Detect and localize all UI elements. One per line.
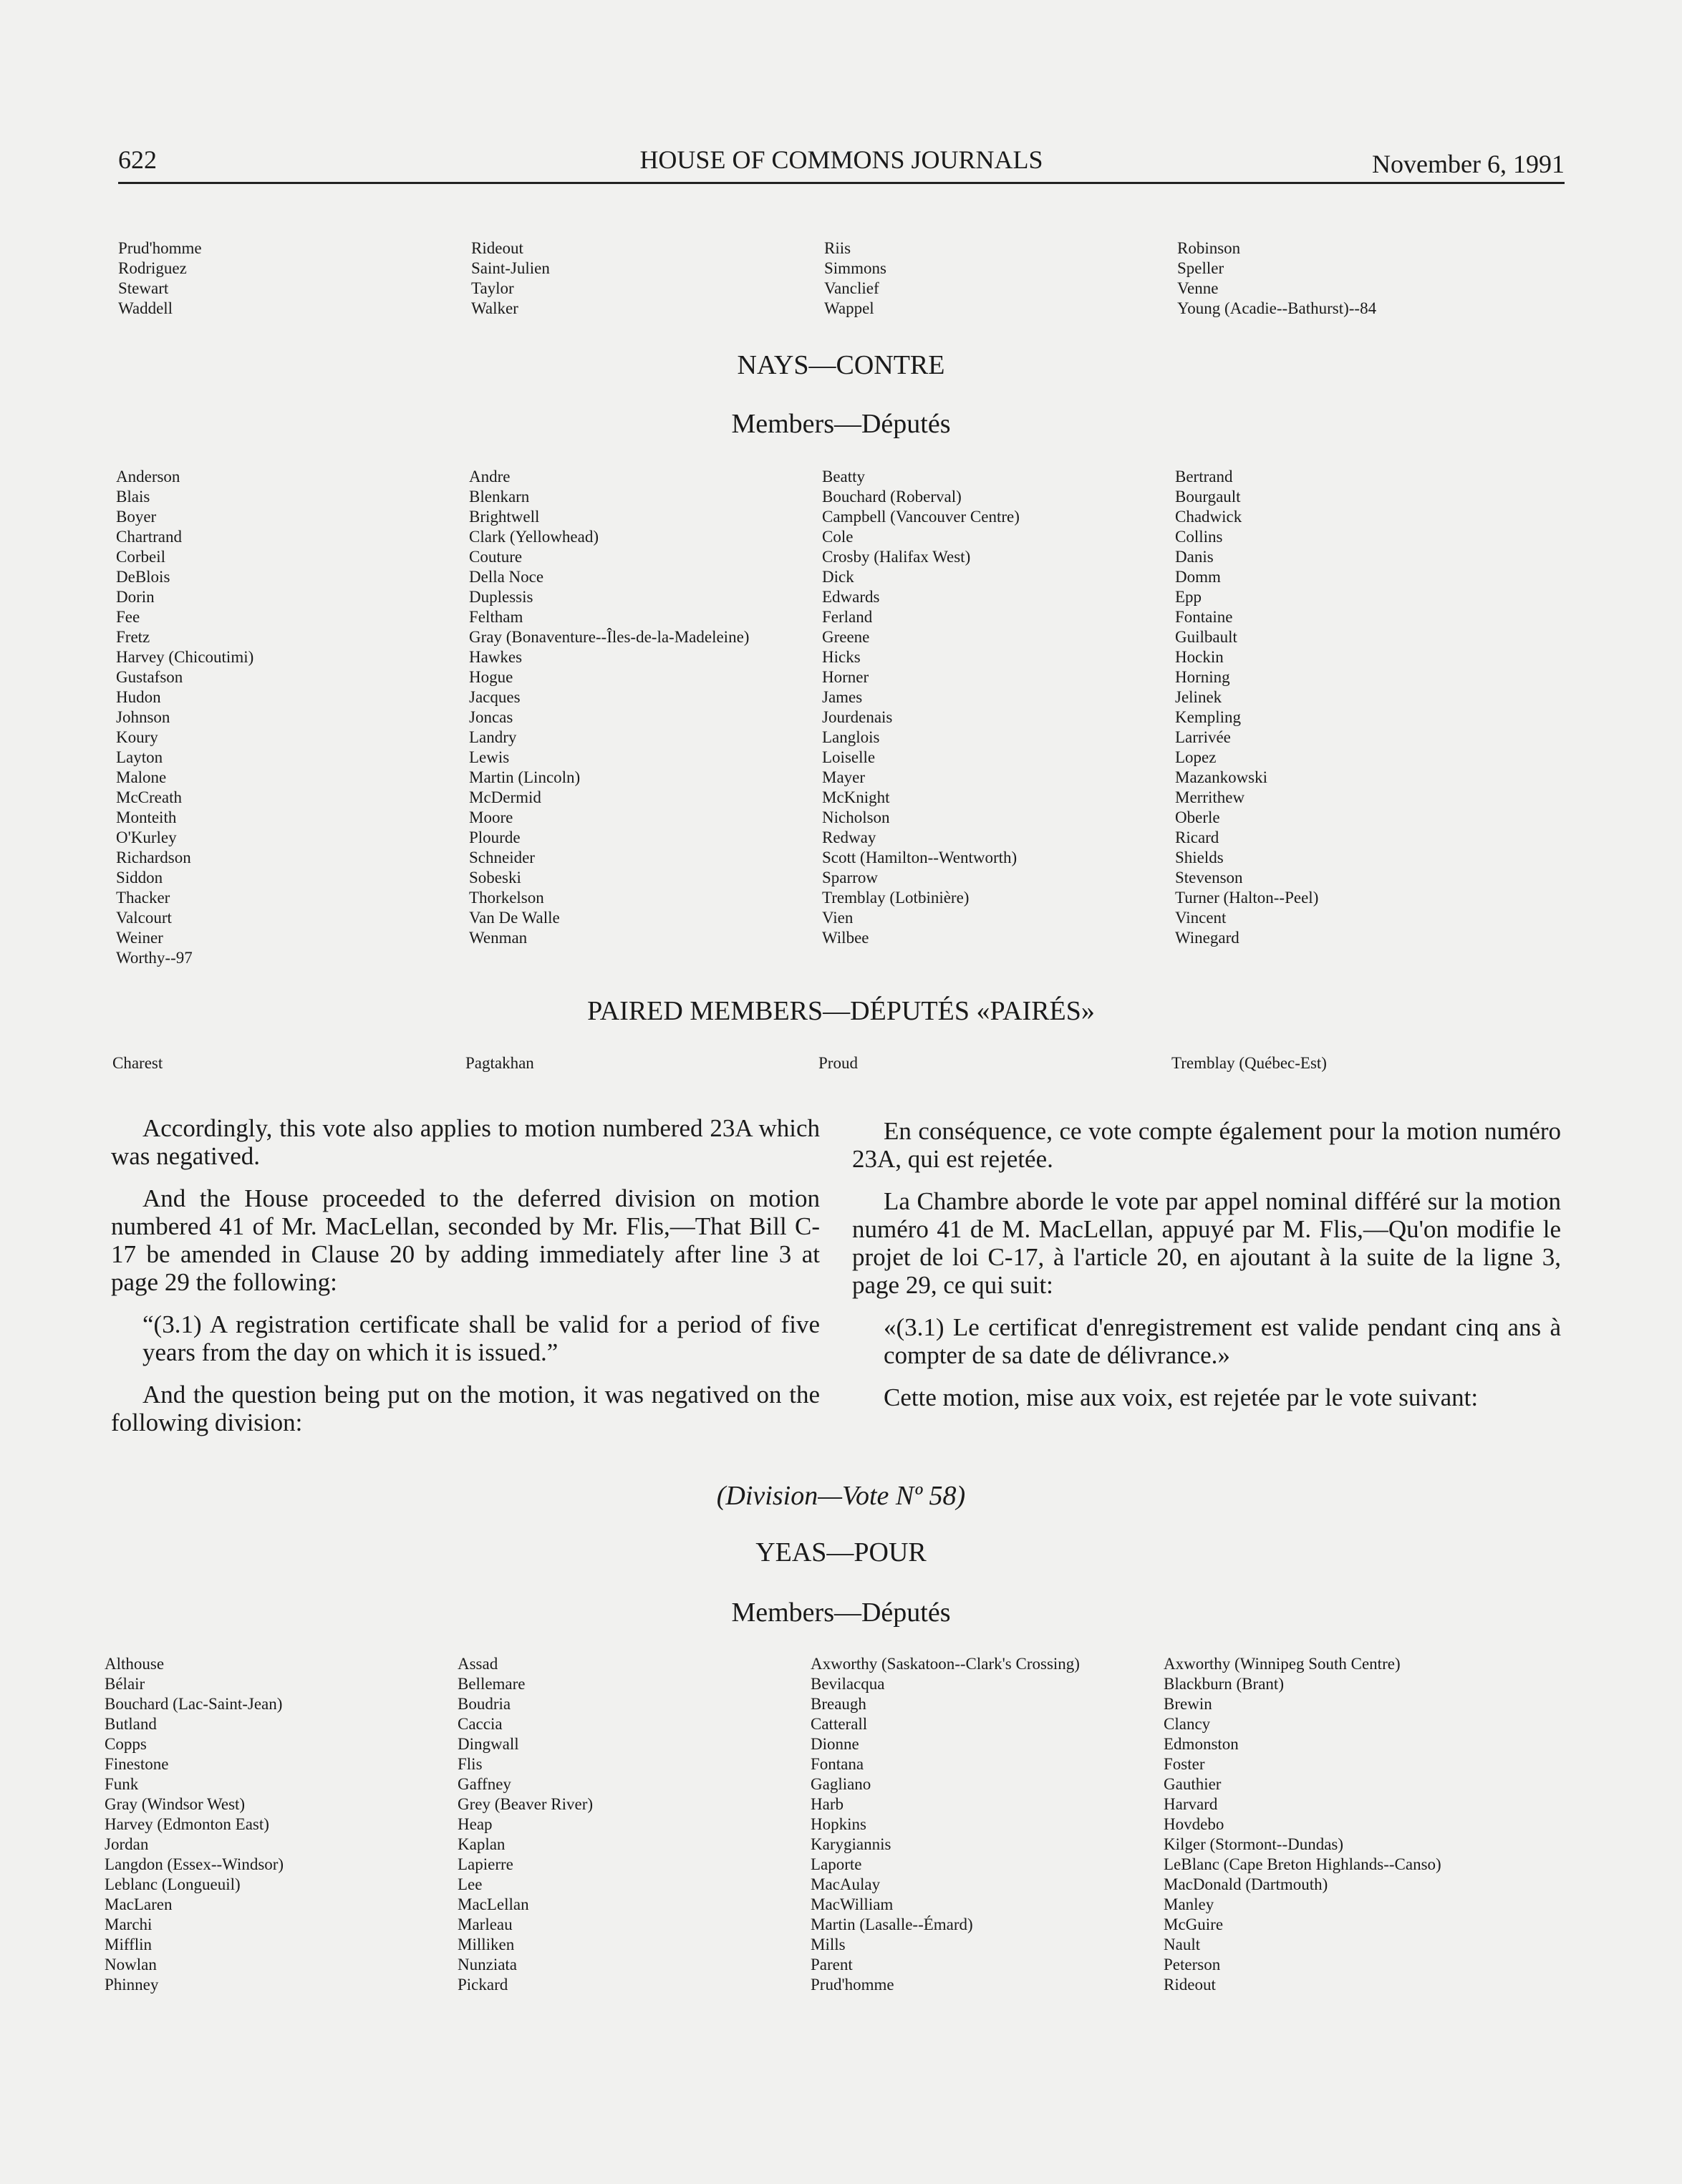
member-name: Hogue xyxy=(469,668,513,686)
member-name: Manley xyxy=(1164,1895,1214,1913)
member-name: Young (Acadie--Bathurst)--84 xyxy=(1177,299,1377,317)
member-name: Greene xyxy=(822,628,870,646)
member-name: Blais xyxy=(116,488,150,506)
member-name: Bouchard (Roberval) xyxy=(822,488,962,506)
member-name-column xyxy=(105,1654,458,1995)
member-name: Thacker xyxy=(116,889,170,907)
nays-subheading: Members—Députés xyxy=(731,409,951,439)
member-name: Jacques xyxy=(469,688,521,706)
french-text-column xyxy=(852,1117,1561,1426)
member-name: Plourde xyxy=(469,828,521,846)
member-name: Walker xyxy=(471,299,518,317)
member-name: Thorkelson xyxy=(469,889,544,907)
member-name: Boudria xyxy=(458,1695,511,1713)
member-name: Boyer xyxy=(116,508,157,526)
member-name: MacLellan xyxy=(458,1895,529,1913)
member-name: Sparrow xyxy=(822,869,878,886)
member-name: Fretz xyxy=(116,628,150,646)
member-name: Fee xyxy=(116,608,140,626)
nays-heading: NAYS—CONTRE xyxy=(737,350,945,380)
member-name: Winegard xyxy=(1175,929,1239,947)
nays-members-list xyxy=(116,467,1528,968)
member-name: Langdon (Essex--Windsor) xyxy=(105,1855,284,1873)
member-name: Phinney xyxy=(105,1976,159,1994)
member-name: O'Kurley xyxy=(116,828,177,846)
continued-yeas-list xyxy=(118,238,1530,319)
member-name: Breaugh xyxy=(811,1695,866,1713)
member-name: Jordan xyxy=(105,1835,149,1853)
member-name: Hockin xyxy=(1175,648,1224,666)
member-name: Moore xyxy=(469,808,513,826)
member-name: Landry xyxy=(469,728,517,746)
member-name: Gagliano xyxy=(811,1775,871,1793)
member-name: Schneider xyxy=(469,849,535,866)
member-name: Gray (Windsor West) xyxy=(105,1795,246,1813)
member-name: Corbeil xyxy=(116,548,165,566)
member-name: Collins xyxy=(1175,528,1223,546)
member-name: Bourgault xyxy=(1175,488,1241,506)
member-name: Kempling xyxy=(1175,708,1241,726)
member-name: Turner (Halton--Peel) xyxy=(1175,889,1319,907)
member-name: Loiselle xyxy=(822,748,876,766)
member-name: Brightwell xyxy=(469,508,540,526)
member-name: Lapierre xyxy=(458,1855,513,1873)
member-name: Nault xyxy=(1164,1936,1201,1953)
member-name: Horning xyxy=(1175,668,1230,686)
member-name: Shields xyxy=(1175,849,1224,866)
member-name: Simmons xyxy=(824,259,886,277)
member-name: McKnight xyxy=(822,788,890,806)
member-name: Mills xyxy=(811,1936,846,1953)
member-name: Langlois xyxy=(822,728,880,746)
member-name: Malone xyxy=(116,768,167,786)
member-name: Hovdebo xyxy=(1164,1815,1224,1833)
member-name: Grey (Beaver River) xyxy=(458,1795,594,1813)
member-name: Butland xyxy=(105,1715,157,1733)
member-name: Wappel xyxy=(824,299,874,317)
member-name: Bouchard (Lac-Saint-Jean) xyxy=(105,1695,283,1713)
member-name: Larrivée xyxy=(1175,728,1231,746)
member-name: Hudon xyxy=(116,688,161,706)
member-name: Mayer xyxy=(822,768,866,786)
english-text-column xyxy=(111,1114,820,1451)
member-name: Clark (Yellowhead) xyxy=(469,528,599,546)
member-name: Tremblay (Lotbinière) xyxy=(822,889,970,907)
member-name: Della Noce xyxy=(469,568,544,586)
page-number: 622 xyxy=(118,145,157,174)
member-name: Nowlan xyxy=(105,1956,157,1973)
member-name: Hawkes xyxy=(469,648,523,666)
member-name: Bélair xyxy=(105,1675,145,1693)
member-name: Gauthier xyxy=(1164,1775,1222,1793)
member-name: Anderson xyxy=(116,468,180,485)
member-name: Sobeski xyxy=(469,869,521,886)
member-name: MacDonald (Dartmouth) xyxy=(1164,1875,1328,1893)
division-label: (Division—Vote Nº 58) xyxy=(716,1481,966,1511)
member-name: Feltham xyxy=(469,608,523,626)
member-name: Flis xyxy=(458,1755,483,1773)
member-name-column xyxy=(1164,1654,1517,1995)
yeas-members-list xyxy=(105,1654,1517,1995)
member-name: Johnson xyxy=(116,708,170,726)
member-name-column xyxy=(822,467,1175,968)
paired-member: Charest xyxy=(112,1054,163,1072)
member-name: Karygiannis xyxy=(811,1835,891,1853)
member-name: Campbell (Vancouver Centre) xyxy=(822,508,1020,526)
member-name: MacLaren xyxy=(105,1895,173,1913)
member-name: Ferland xyxy=(822,608,873,626)
member-name: Couture xyxy=(469,548,523,566)
member-name-column xyxy=(469,467,822,968)
member-name: Mazankowski xyxy=(1175,768,1268,786)
member-name-column xyxy=(458,1654,811,1995)
member-name: McDermid xyxy=(469,788,541,806)
member-name: Harvey (Edmonton East) xyxy=(105,1815,269,1833)
paired-member: Pagtakhan xyxy=(465,1054,534,1072)
member-name: McGuire xyxy=(1164,1915,1224,1933)
en-paragraph-accordingly: Accordingly, this vote also applies to motion numbered 23A which was negatived. xyxy=(111,1114,820,1170)
member-name: Dingwall xyxy=(458,1735,519,1753)
journal-title: HOUSE OF COMMONS JOURNALS xyxy=(639,145,1043,174)
member-name-column xyxy=(824,238,1177,319)
paired-heading: PAIRED MEMBERS—DÉPUTÉS «PAIRÉS» xyxy=(587,996,1095,1026)
member-name: Harvey (Chicoutimi) xyxy=(116,648,254,666)
member-name: Rodriguez xyxy=(118,259,187,277)
member-name-column xyxy=(1175,467,1528,968)
member-name: Robinson xyxy=(1177,239,1241,257)
member-name: Dick xyxy=(822,568,854,586)
member-name: Richardson xyxy=(116,849,191,866)
member-name: Finestone xyxy=(105,1755,169,1773)
member-name: Hopkins xyxy=(811,1815,866,1833)
member-name: Gaffney xyxy=(458,1775,511,1793)
member-name: Marleau xyxy=(458,1915,513,1933)
member-name: Joncas xyxy=(469,708,513,726)
member-name: Catterall xyxy=(811,1715,868,1733)
member-name: Fontana xyxy=(811,1755,864,1773)
member-name: Vanclief xyxy=(824,279,879,297)
member-name: Speller xyxy=(1177,259,1224,277)
member-name: Chadwick xyxy=(1175,508,1242,526)
member-name: Bellemare xyxy=(458,1675,526,1693)
member-name-column xyxy=(811,1654,1164,1995)
member-name: Foster xyxy=(1164,1755,1205,1773)
member-name: Vien xyxy=(822,909,854,927)
member-name: Cole xyxy=(822,528,854,546)
member-name: Layton xyxy=(116,748,163,766)
member-name: Lewis xyxy=(469,748,510,766)
member-name: Laporte xyxy=(811,1855,862,1873)
yeas-subheading: Members—Députés xyxy=(731,1598,951,1628)
member-name: Nunziata xyxy=(458,1956,518,1973)
member-name: Leblanc (Longueuil) xyxy=(105,1875,241,1893)
member-name: Lee xyxy=(458,1875,483,1893)
member-name: Milliken xyxy=(458,1936,515,1953)
member-name: Vincent xyxy=(1175,909,1227,927)
member-name: Martin (Lasalle--Émard) xyxy=(811,1915,973,1933)
fr-paragraph-consequence: En conséquence, ce vote compte également pour la motion numéro 23A, qui est rejetée. xyxy=(852,1117,1561,1173)
member-name: Jelinek xyxy=(1175,688,1222,706)
paired-members-list xyxy=(112,1053,1524,1073)
paired-member: Tremblay (Québec-Est) xyxy=(1171,1054,1327,1072)
member-name: MacAulay xyxy=(811,1875,881,1893)
yeas-heading: YEAS—POUR xyxy=(755,1537,927,1567)
paired-member: Proud xyxy=(818,1054,858,1072)
member-name-column xyxy=(116,467,469,968)
member-name: Pickard xyxy=(458,1976,508,1994)
member-name: Scott (Hamilton--Wentworth) xyxy=(822,849,1018,866)
member-name: Peterson xyxy=(1164,1956,1221,1973)
page-header xyxy=(118,143,1565,184)
member-name: Van De Walle xyxy=(469,909,560,927)
member-name: LeBlanc (Cape Breton Highlands--Canso) xyxy=(1164,1855,1441,1873)
member-name: Duplessis xyxy=(469,588,533,606)
member-name: Fontaine xyxy=(1175,608,1233,626)
member-name: Kilger (Stormont--Dundas) xyxy=(1164,1835,1344,1853)
member-name: Blackburn (Brant) xyxy=(1164,1675,1284,1693)
member-name: DeBlois xyxy=(116,568,170,586)
member-name: Edmonston xyxy=(1164,1735,1239,1753)
member-name: Gray (Bonaventure--Îles-de-la-Madeleine) xyxy=(469,628,750,646)
member-name: Guilbault xyxy=(1175,628,1237,646)
en-quoted-amendment: “(3.1) A registration certificate shall be valid for a period of five years from the day on which it is issued.” xyxy=(142,1310,820,1366)
member-name: Venne xyxy=(1177,279,1219,297)
member-name: Rideout xyxy=(1164,1976,1216,1994)
member-name: Dorin xyxy=(116,588,155,606)
journal-date: November 6, 1991 xyxy=(1372,150,1565,178)
member-name: Chartrand xyxy=(116,528,182,546)
member-name: Bevilacqua xyxy=(811,1675,885,1693)
fr-paragraph-vote: La Chambre aborde le vote par appel nominal différé sur la motion numéro 41 de M. MacLellan, appuyé par M. Flis,—Qu'on modifie le projet de loi C-17, à l'article 20, en ajoutant à la suite de la ligne 3, page 29, ce qui suit: xyxy=(852,1187,1561,1299)
member-name: Monteith xyxy=(116,808,177,826)
member-name: Martin (Lincoln) xyxy=(469,768,581,786)
member-name: Epp xyxy=(1175,588,1202,606)
member-name: Bertrand xyxy=(1175,468,1233,485)
member-name: Caccia xyxy=(458,1715,503,1733)
member-name: Parent xyxy=(811,1956,853,1973)
member-name: Waddell xyxy=(118,299,173,317)
member-name: Ricard xyxy=(1175,828,1219,846)
member-name: Taylor xyxy=(471,279,514,297)
member-name: Heap xyxy=(458,1815,493,1833)
member-name-column xyxy=(118,238,471,319)
member-name: Mifflin xyxy=(105,1936,153,1953)
member-name: Koury xyxy=(116,728,158,746)
member-name-column xyxy=(471,238,824,319)
member-name: Hicks xyxy=(822,648,861,666)
member-name: James xyxy=(822,688,863,706)
member-name: Marchi xyxy=(105,1915,153,1933)
member-name-column xyxy=(1177,238,1530,319)
member-name: Valcourt xyxy=(116,909,172,927)
member-name: Redway xyxy=(822,828,876,846)
member-name: Stevenson xyxy=(1175,869,1243,886)
member-name: Gustafson xyxy=(116,668,183,686)
member-name: Dionne xyxy=(811,1735,859,1753)
member-name: Althouse xyxy=(105,1655,165,1673)
member-name: Oberle xyxy=(1175,808,1220,826)
member-name: Domm xyxy=(1175,568,1221,586)
member-name: Edwards xyxy=(822,588,880,606)
member-name: Harb xyxy=(811,1795,844,1813)
member-name: Clancy xyxy=(1164,1715,1211,1733)
member-name: Worthy--97 xyxy=(116,949,193,967)
en-paragraph-division: And the House proceeded to the deferred division on motion numbered 41 of Mr. MacLellan, seconded by Mr. Flis,—That Bill C-17 be amended in Clause 20 by adding immediately after line 3 at page 29 the following: xyxy=(111,1184,820,1296)
fr-quoted-amendment: «(3.1) Le certificat d'enregistrement est valide pendant cinq ans à compter de sa date de délivrance.» xyxy=(884,1313,1561,1369)
member-name: Harvard xyxy=(1164,1795,1218,1813)
member-name: Funk xyxy=(105,1775,139,1793)
member-name: Nicholson xyxy=(822,808,890,826)
member-name: Riis xyxy=(824,239,851,257)
member-name: Crosby (Halifax West) xyxy=(822,548,971,566)
member-name: Merrithew xyxy=(1175,788,1245,806)
member-name: Stewart xyxy=(118,279,169,297)
member-name: Siddon xyxy=(116,869,163,886)
en-paragraph-question: And the question being put on the motion, it was negatived on the following division: xyxy=(111,1381,820,1436)
member-name: Prud'homme xyxy=(811,1976,894,1994)
member-name: Beatty xyxy=(822,468,866,485)
member-name: Blenkarn xyxy=(469,488,530,506)
member-name: Wenman xyxy=(469,929,528,947)
member-name: Danis xyxy=(1175,548,1214,566)
member-name: McCreath xyxy=(116,788,182,806)
member-name: Horner xyxy=(822,668,869,686)
member-name: Saint-Julien xyxy=(471,259,550,277)
member-name: Rideout xyxy=(471,239,523,257)
member-name: Axworthy (Winnipeg South Centre) xyxy=(1164,1655,1401,1673)
member-name: Prud'homme xyxy=(118,239,202,257)
member-name: MacWilliam xyxy=(811,1895,894,1913)
member-name: Assad xyxy=(458,1655,498,1673)
member-name: Brewin xyxy=(1164,1695,1212,1713)
member-name: Kaplan xyxy=(458,1835,506,1853)
fr-paragraph-motion: Cette motion, mise aux voix, est rejetée par le vote suivant: xyxy=(884,1383,1479,1411)
member-name: Axworthy (Saskatoon--Clark's Crossing) xyxy=(811,1655,1080,1673)
member-name: Andre xyxy=(469,468,511,485)
member-name: Lopez xyxy=(1175,748,1217,766)
member-name: Copps xyxy=(105,1735,147,1753)
member-name: Jourdenais xyxy=(822,708,893,726)
member-name: Weiner xyxy=(116,929,163,947)
member-name: Wilbee xyxy=(822,929,869,947)
